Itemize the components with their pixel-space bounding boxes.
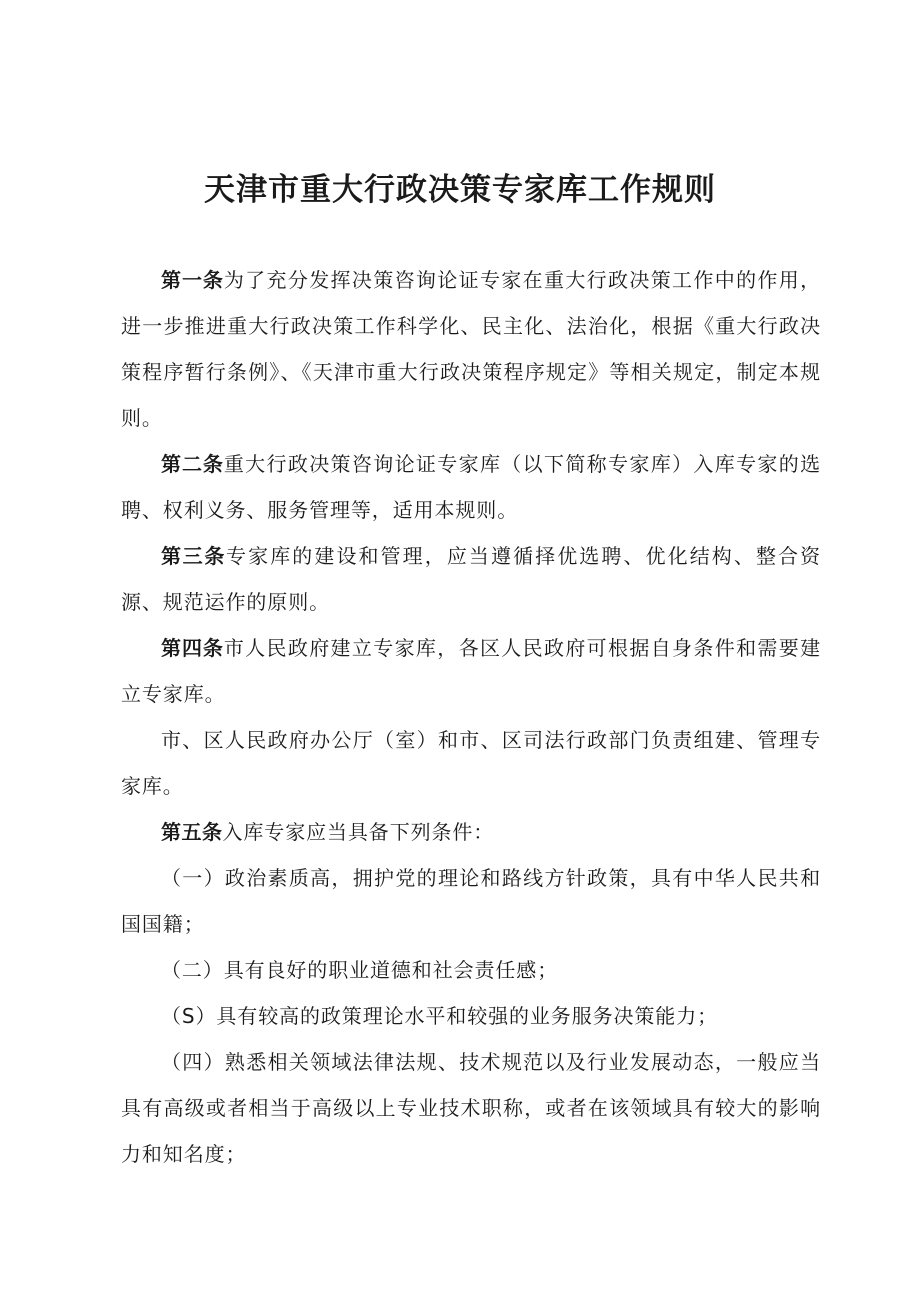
article-number: 第三条 bbox=[161, 544, 227, 568]
article-text: 市、区人民政府办公厅（室）和市、区司法行政部门负责组建、管理专家库。 bbox=[121, 728, 821, 798]
article-number: 第四条 bbox=[161, 636, 224, 660]
article-3 bbox=[121, 533, 821, 625]
list-item-text: （一）政治素质高，拥护党的理论和路线方针政策，具有中华人民共和国国籍； bbox=[121, 866, 821, 936]
article-5 bbox=[121, 809, 821, 855]
article-1 bbox=[121, 257, 821, 441]
article-text: 市人民政府建立专家库，各区人民政府可根据自身条件和需要建立专家库。 bbox=[121, 636, 822, 706]
article-4 bbox=[121, 625, 821, 717]
article-4-clause bbox=[121, 717, 821, 809]
article-5-item-3 bbox=[121, 993, 821, 1039]
article-5-item-2 bbox=[121, 947, 821, 993]
article-text: 入库专家应当具备下列条件： bbox=[222, 820, 495, 844]
article-number: 第二条 bbox=[161, 452, 224, 476]
article-text: 专家库的建设和管理，应当遵循择优选聘、优化结构、整合资源、规范运作的原则。 bbox=[121, 544, 821, 614]
list-item-text: （S）具有较高的政策理论水平和较强的业务服务决策能力； bbox=[161, 1004, 718, 1028]
article-number: 第一条 bbox=[161, 268, 224, 292]
document-body bbox=[121, 257, 821, 1177]
article-text: 重大行政决策咨询论证专家库（以下简称专家库）入库专家的选聘、权利义务、服务管理等，适用本规则。 bbox=[121, 452, 822, 522]
document-title: 天津市重大行政决策专家库工作规则 bbox=[204, 172, 716, 208]
article-number: 第五条 bbox=[161, 820, 223, 844]
list-item-text: （四）熟悉相关领域法律法规、技术规范以及行业发展动态，一般应当具有高级或者相当于高级以上专业技术职称，或者在该领域具有较大的影响力和知名度； bbox=[121, 1050, 821, 1166]
article-text: 为了充分发挥决策咨询论证专家在重大行政决策工作中的作用，进一步推进重大行政决策工作科学化、民主化、法治化，根据《重大行政决策程序暂行条例》、《天津市重大行政决策程序规定》等相关规定，制定本规则。 bbox=[121, 268, 822, 430]
list-item-text: （二）具有良好的职业道德和社会责任感； bbox=[161, 958, 559, 982]
article-5-item-4 bbox=[121, 1039, 821, 1177]
article-5-item-1 bbox=[121, 855, 821, 947]
article-2 bbox=[121, 441, 821, 533]
